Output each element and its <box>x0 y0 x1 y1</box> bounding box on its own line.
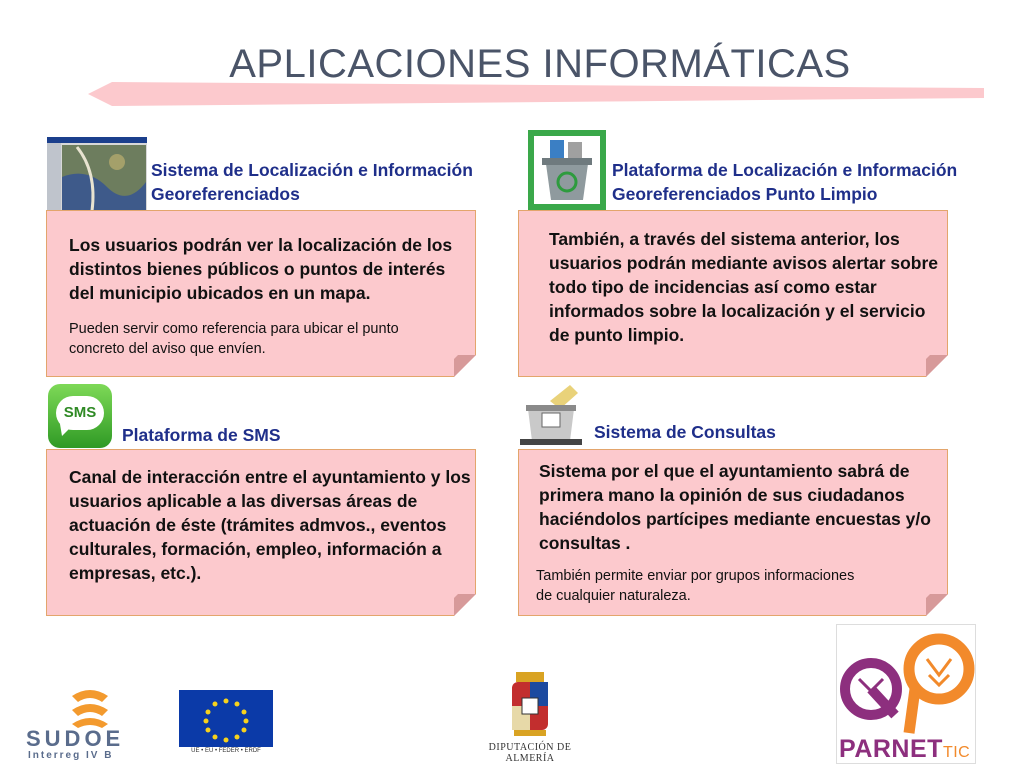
section-4-heading: Sistema de Consultas <box>594 422 776 442</box>
sms-icon: SMS <box>48 384 112 448</box>
ballot-box-icon <box>520 383 582 447</box>
diputacion-logo: DIPUTACIÓN DE ALMERÍA <box>470 672 590 758</box>
recycle-bin-icon <box>528 130 606 210</box>
map-screenshot-icon <box>47 137 147 213</box>
coat-of-arms-icon <box>508 672 552 738</box>
section-2-heading: Plataforma de Localización e Información Georeferenciados Punto Limpio <box>612 160 958 204</box>
page-title: APLICACIONES INFORMÁTICAS <box>229 42 851 86</box>
section-3-heading: Plataforma de SMS <box>122 425 281 445</box>
page-fold-corner <box>454 355 476 377</box>
page-fold-corner <box>926 355 948 377</box>
section-1-note: Pueden servir como referencia para ubicar el punto concreto del aviso que envíen. <box>69 321 399 357</box>
leaf-logo-icon <box>837 629 977 735</box>
section-1-body: Los usuarios podrán ver la localización de los distintos bienes públicos o puntos de interés del municipio ubicados en un mapa. <box>69 235 453 303</box>
parnet-logo <box>836 624 976 764</box>
section-3-box <box>46 449 476 616</box>
section-1-heading: Sistema de Localización e Información Georeferenciados <box>151 160 473 204</box>
section-4-note: También permite enviar por grupos informaciones de cualquier naturaleza. <box>536 568 855 604</box>
section-4-body: Sistema por el que el ayuntamiento sabrá de primera mano la opinión de sus ciudadanos haciéndolos partícipes mediante encuestas y/o consultas . <box>539 461 931 553</box>
sudoe-logo: SUDOE Interreg IV B <box>24 688 154 760</box>
section-3-body: Canal de interacción entre el ayuntamiento y los usuarios aplicable a las diversas áreas de actuación de éste (trámites admvos., eventos culturales, formación, empleo, información a empresas, etc.). <box>69 467 471 583</box>
eu-flag: UE • EU • FEDER • ERDF <box>179 690 273 756</box>
section-1-box <box>46 210 476 377</box>
section-2-box <box>518 210 948 377</box>
page-fold-corner <box>926 594 948 616</box>
section-4-box <box>518 449 948 616</box>
section-2-body: También, a través del sistema anterior, los usuarios podrán mediante avisos alertar sobre todo tipo de incidencias así como estar informados sobre la localización y el servicio de punto limpio. <box>549 229 939 345</box>
title-arrow-bar <box>88 82 988 106</box>
page-fold-corner <box>454 594 476 616</box>
parnet-wordmark: PARNETTIC <box>839 735 971 763</box>
